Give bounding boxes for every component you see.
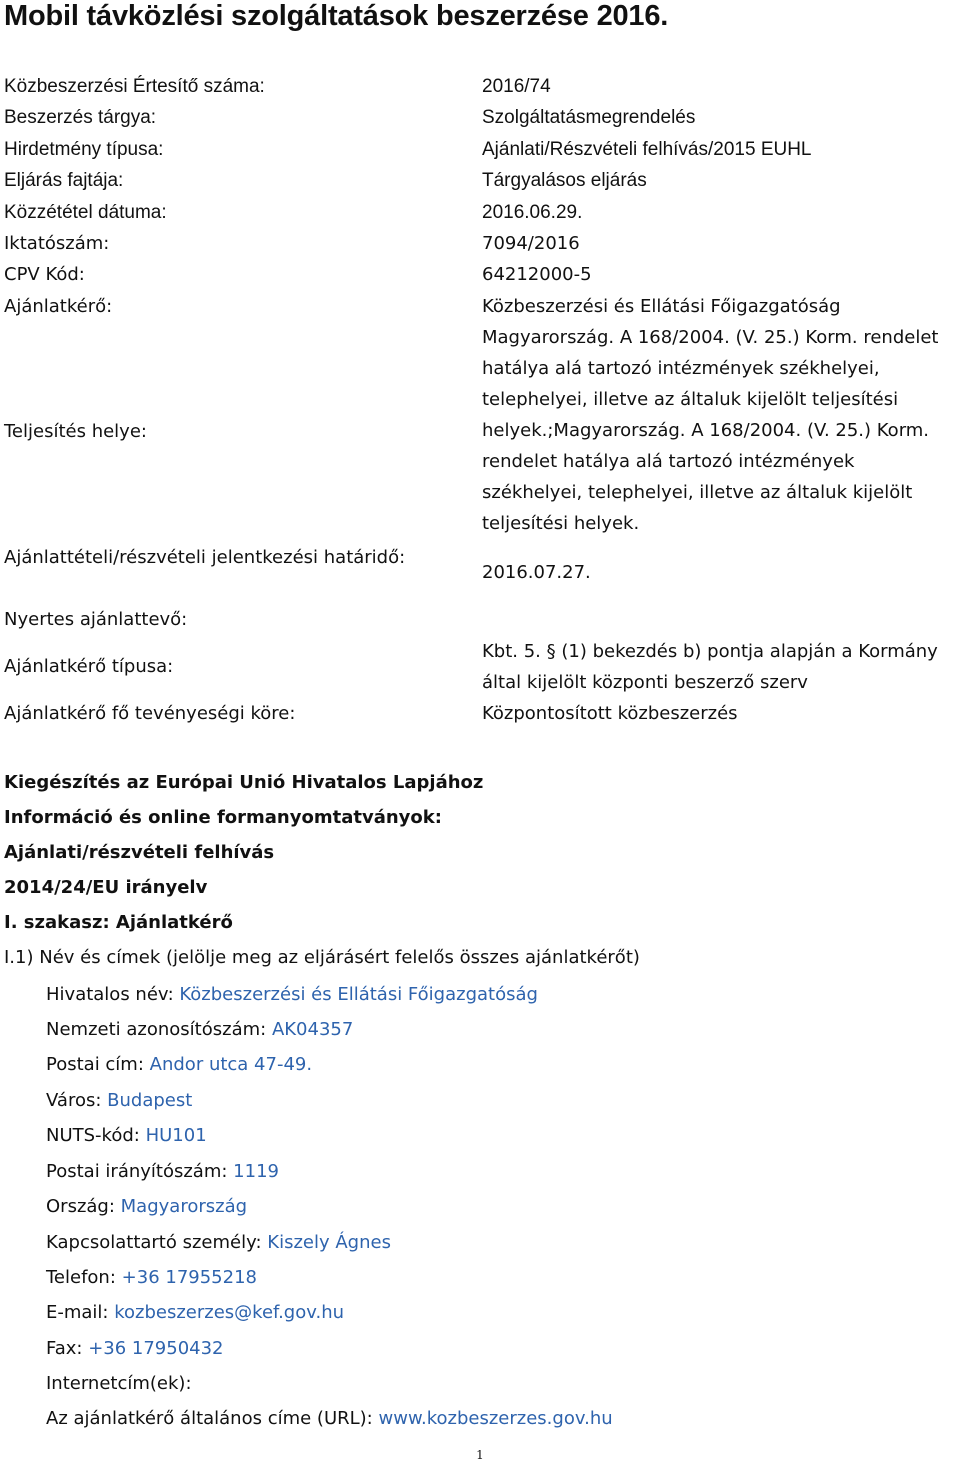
tipus-label: Ajánlatkérő típusa: (4, 656, 174, 677)
hivatalos-nev-value: Közbeszerzési és Ellátási Főigazgatóság (179, 984, 538, 1005)
section-informacio: Információ és online formanyomtatványok: (4, 807, 442, 828)
teljesites-value: Magyarország. A 168/2004. (V. 25.) Korm. rendelet hatálya alá tartozó intézmények székhelyei, telephelyei, illetve az általuk kijelölt teljesítési helyek.;Magyarország. A 168/2004. (V. 25.) Korm. rendelet hatálya alá tartozó intézmények székhelyei, telephelyei, illetve az általuk kijelölt teljesítési helyek. (482, 327, 939, 534)
hirdetmeny-label: Hirdetmény típusa: (4, 139, 164, 160)
url-row (46, 1403, 613, 1434)
nuts-row (46, 1120, 207, 1151)
teljesites-label: Teljesítés helye: (4, 421, 147, 442)
targy-label: Beszerzés tárgya: (4, 107, 157, 128)
eljaras-label: Eljárás fajtája: (4, 170, 124, 191)
azonosito-row (46, 1014, 353, 1045)
hivatalos-nev-row (46, 979, 538, 1010)
hatarido-value: 2016.07.27. (482, 562, 591, 583)
nuts-label: NUTS-kód: (46, 1125, 140, 1146)
email-link[interactable]: kozbeszerzes@kef.gov.hu (114, 1302, 345, 1323)
postai-cim-row (46, 1049, 312, 1080)
kozzetetel-label: Közzététel dátuma: (4, 202, 167, 223)
varos-label: Város: (46, 1090, 102, 1111)
kozzetetel-value: 2016.06.29. (482, 202, 583, 223)
azonosito-value: AK04357 (271, 1019, 354, 1040)
targy-value: Szolgáltatásmegrendelés (482, 107, 696, 128)
page-number: 1 (476, 1448, 484, 1462)
telefon-value: +36 17955218 (121, 1267, 257, 1288)
section-felhivas: Ajánlati/részvételi felhívás (4, 842, 275, 863)
postai-cim-value: Andor utca 47-49. (149, 1054, 313, 1075)
section-nev-cimek: I.1) Név és címek (jelölje meg az eljárásért felelős összes ajánlatkérőt) (4, 947, 640, 968)
iktatoszam-label: Iktatószám: (4, 233, 110, 254)
section-iranyelv: 2014/24/EU irányelv (4, 877, 208, 898)
section-szakasz: I. szakasz: Ajánlatkérő (4, 912, 233, 933)
ertesito-value: 2016/74 (482, 76, 551, 97)
nuts-value: HU101 (145, 1125, 207, 1146)
fax-row (46, 1333, 224, 1364)
fax-value: +36 17950432 (88, 1338, 224, 1359)
telefon-row (46, 1262, 257, 1293)
tevekenyseg-value: Központosított közbeszerzés (482, 703, 738, 724)
orszag-value: Magyarország (120, 1196, 248, 1217)
varos-value: Budapest (107, 1090, 193, 1111)
hirdetmeny-value: Ajánlati/Részvételi felhívás/2015 EUHL (482, 139, 812, 160)
section-kiegeszites: Kiegészítés az Európai Unió Hivatalos Lapjához (4, 772, 484, 793)
internetcim-row (46, 1368, 192, 1399)
cpv-value: 64212000-5 (482, 264, 592, 285)
internetcim-label: Internetcím(ek): (46, 1373, 192, 1394)
url-link[interactable]: www.kozbeszerzes.gov.hu (378, 1408, 613, 1429)
orszag-label: Ország: (46, 1196, 115, 1217)
hivatalos-nev-label: Hivatalos név: (46, 984, 174, 1005)
orszag-row (46, 1191, 247, 1222)
eljaras-value: Tárgyalásos eljárás (482, 170, 647, 191)
varos-row (46, 1085, 192, 1116)
cpv-label: CPV Kód: (4, 264, 85, 285)
iktatoszam-value: 7094/2016 (482, 233, 580, 254)
iranyitoszam-row (46, 1156, 279, 1187)
hatarido-label: Ajánlattételi/részvételi jelentkezési határidő: (4, 547, 406, 568)
url-label: Az ajánlatkérő általános címe (URL): (46, 1408, 373, 1429)
kapcsolattarto-label: Kapcsolattartó személy: (46, 1232, 262, 1253)
page-title: Mobil távközlési szolgáltatások beszerzése 2016. (4, 0, 669, 32)
ertesito-label: Közbeszerzési Értesítő száma: (4, 76, 265, 97)
email-label: E-mail: (46, 1302, 109, 1323)
tipus-value: Kbt. 5. § (1) bekezdés b) pontja alapján a Kormány által kijelölt központi beszerző szerv (482, 641, 938, 693)
ajanlatkero-value: Közbeszerzési és Ellátási Főigazgatóság (482, 296, 841, 317)
telefon-label: Telefon: (46, 1267, 116, 1288)
email-row (46, 1297, 344, 1328)
nyertes-label: Nyertes ajánlattevő: (4, 609, 188, 630)
kapcsolattarto-value: Kiszely Ágnes (267, 1232, 391, 1253)
iranyitoszam-value: 1119 (233, 1161, 279, 1182)
postai-cim-label: Postai cím: (46, 1054, 144, 1075)
tevekenyseg-label: Ajánlatkérő fő tevényeségi köre: (4, 703, 296, 724)
azonosito-label: Nemzeti azonosítószám: (46, 1019, 267, 1040)
fax-label: Fax: (46, 1338, 83, 1359)
ajanlatkero-label: Ajánlatkérő: (4, 296, 113, 317)
iranyitoszam-label: Postai irányítószám: (46, 1161, 228, 1182)
kapcsolattarto-row (46, 1227, 391, 1258)
